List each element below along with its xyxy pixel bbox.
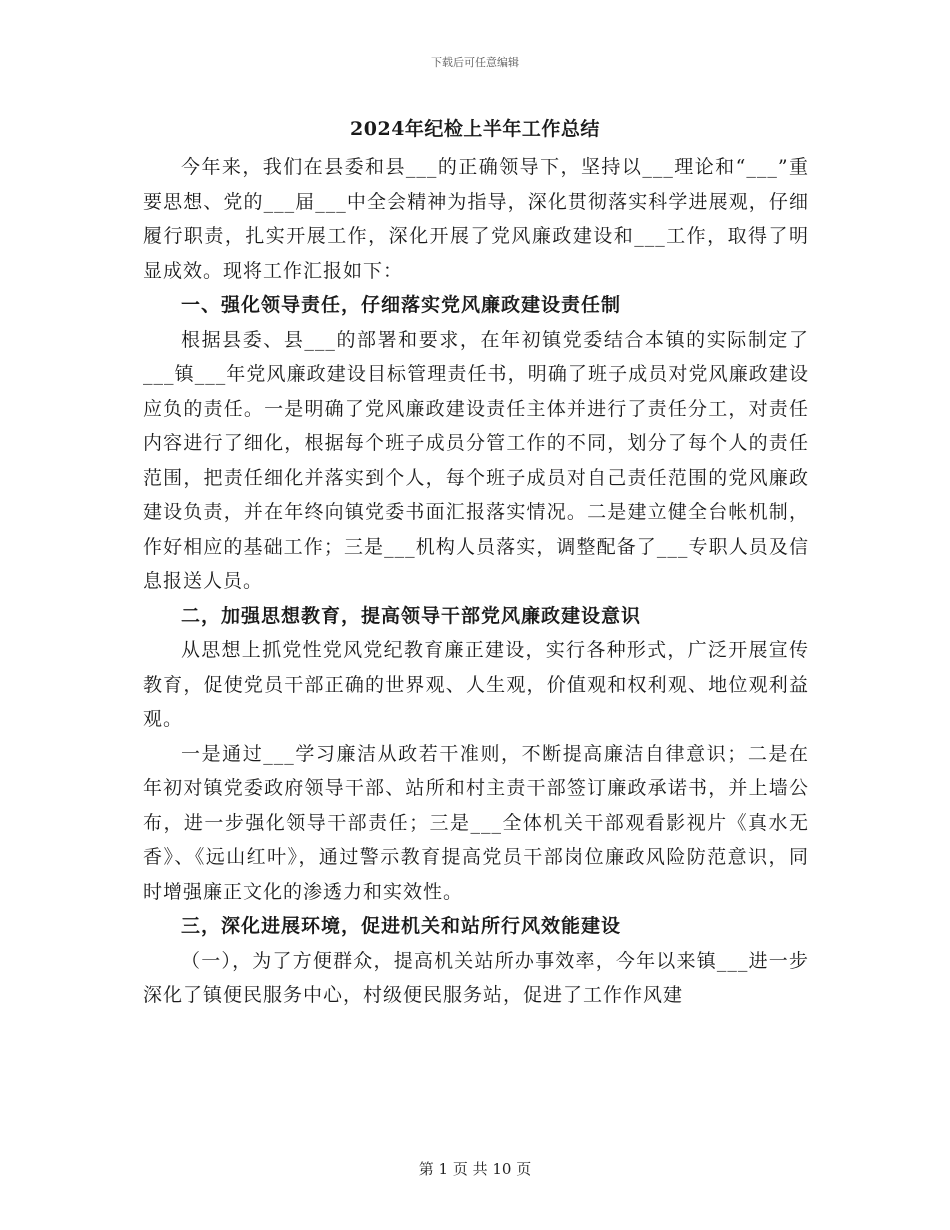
section-heading-3: 三，深化进展环境，促进机关和站所行风效能建设 [181, 915, 622, 937]
paragraph-section-3a: （一），为了方便群众，提高机关站所办事效率，今年以来镇___进一步深化了镇便民服务中心，村级便民服务站，促进了工作作风建 [143, 949, 809, 1006]
paragraph-section-2b: 一是通过___学习廉洁从政若干准则，不断提高廉洁自律意识；二是在年初对镇党委政府领导干部、站所和村主责干部签订廉政承诺书，并上墙公布，进一步强化领导干部责任；三是___全体机关干部观看影视片《真水无香》、《远山红叶》，通过警示教育提高党员干部岗位廉政风险防范意识，同时增强廉正文化的渗透力和实效性。 [143, 742, 809, 903]
paragraph-section-1: 根据县委、县___的部署和要求，在年初镇党委结合本镇的实际制定了___镇___年党风廉政建设目标管理责任书，明确了班子成员对党风廉政建设应负的责任。一是明确了党风廉政建设责任主体并进行了责任分工，对责任内容进行了细化，根据每个班子成员分管工作的不同，划分了每个人的责任范围，把责任细化并落实到个人，每个班子成员对自己责任范围的党风廉政建设负责，并在年终向镇党委书面汇报落实情况。二是建立健全台帐机制，作好相应的基础工作；三是___机构人员落实，调整配备了___专职人员及信息报送人员。 [143, 328, 809, 592]
section-heading-2: 二，加强思想教育，提高领导干部党风廉政建设意识 [181, 604, 642, 627]
section-heading-1: 一、强化领导责任，仔细落实党风廉政建设责任制 [181, 294, 622, 316]
document-title: 2024年纪检上半年工作总结 [350, 118, 600, 140]
paragraph-section-2a: 从思想上抓党性党风党纪教育廉正建设，实行各种形式，广泛开展宣传教育，促使党员干部正确的世界观、人生观，价值观和权利观、地位观利益观。 [143, 639, 809, 730]
header-note: 下载后可任意编辑 [431, 56, 519, 69]
paragraph-intro: 今年来，我们在县委和县___的正确领导下，坚持以___理论和“___”重要思想、党的___届___中全会精神为指导，深化贯彻落实科学进展观，仔细履行职责，扎实开展工作，深化开展了党风廉政建设和___工作，取得了明显成效。现将工作汇报如下： [143, 156, 809, 282]
document-body [143, 150, 809, 1013]
page-number: 第 1 页 共 10 页 [418, 1160, 532, 1178]
